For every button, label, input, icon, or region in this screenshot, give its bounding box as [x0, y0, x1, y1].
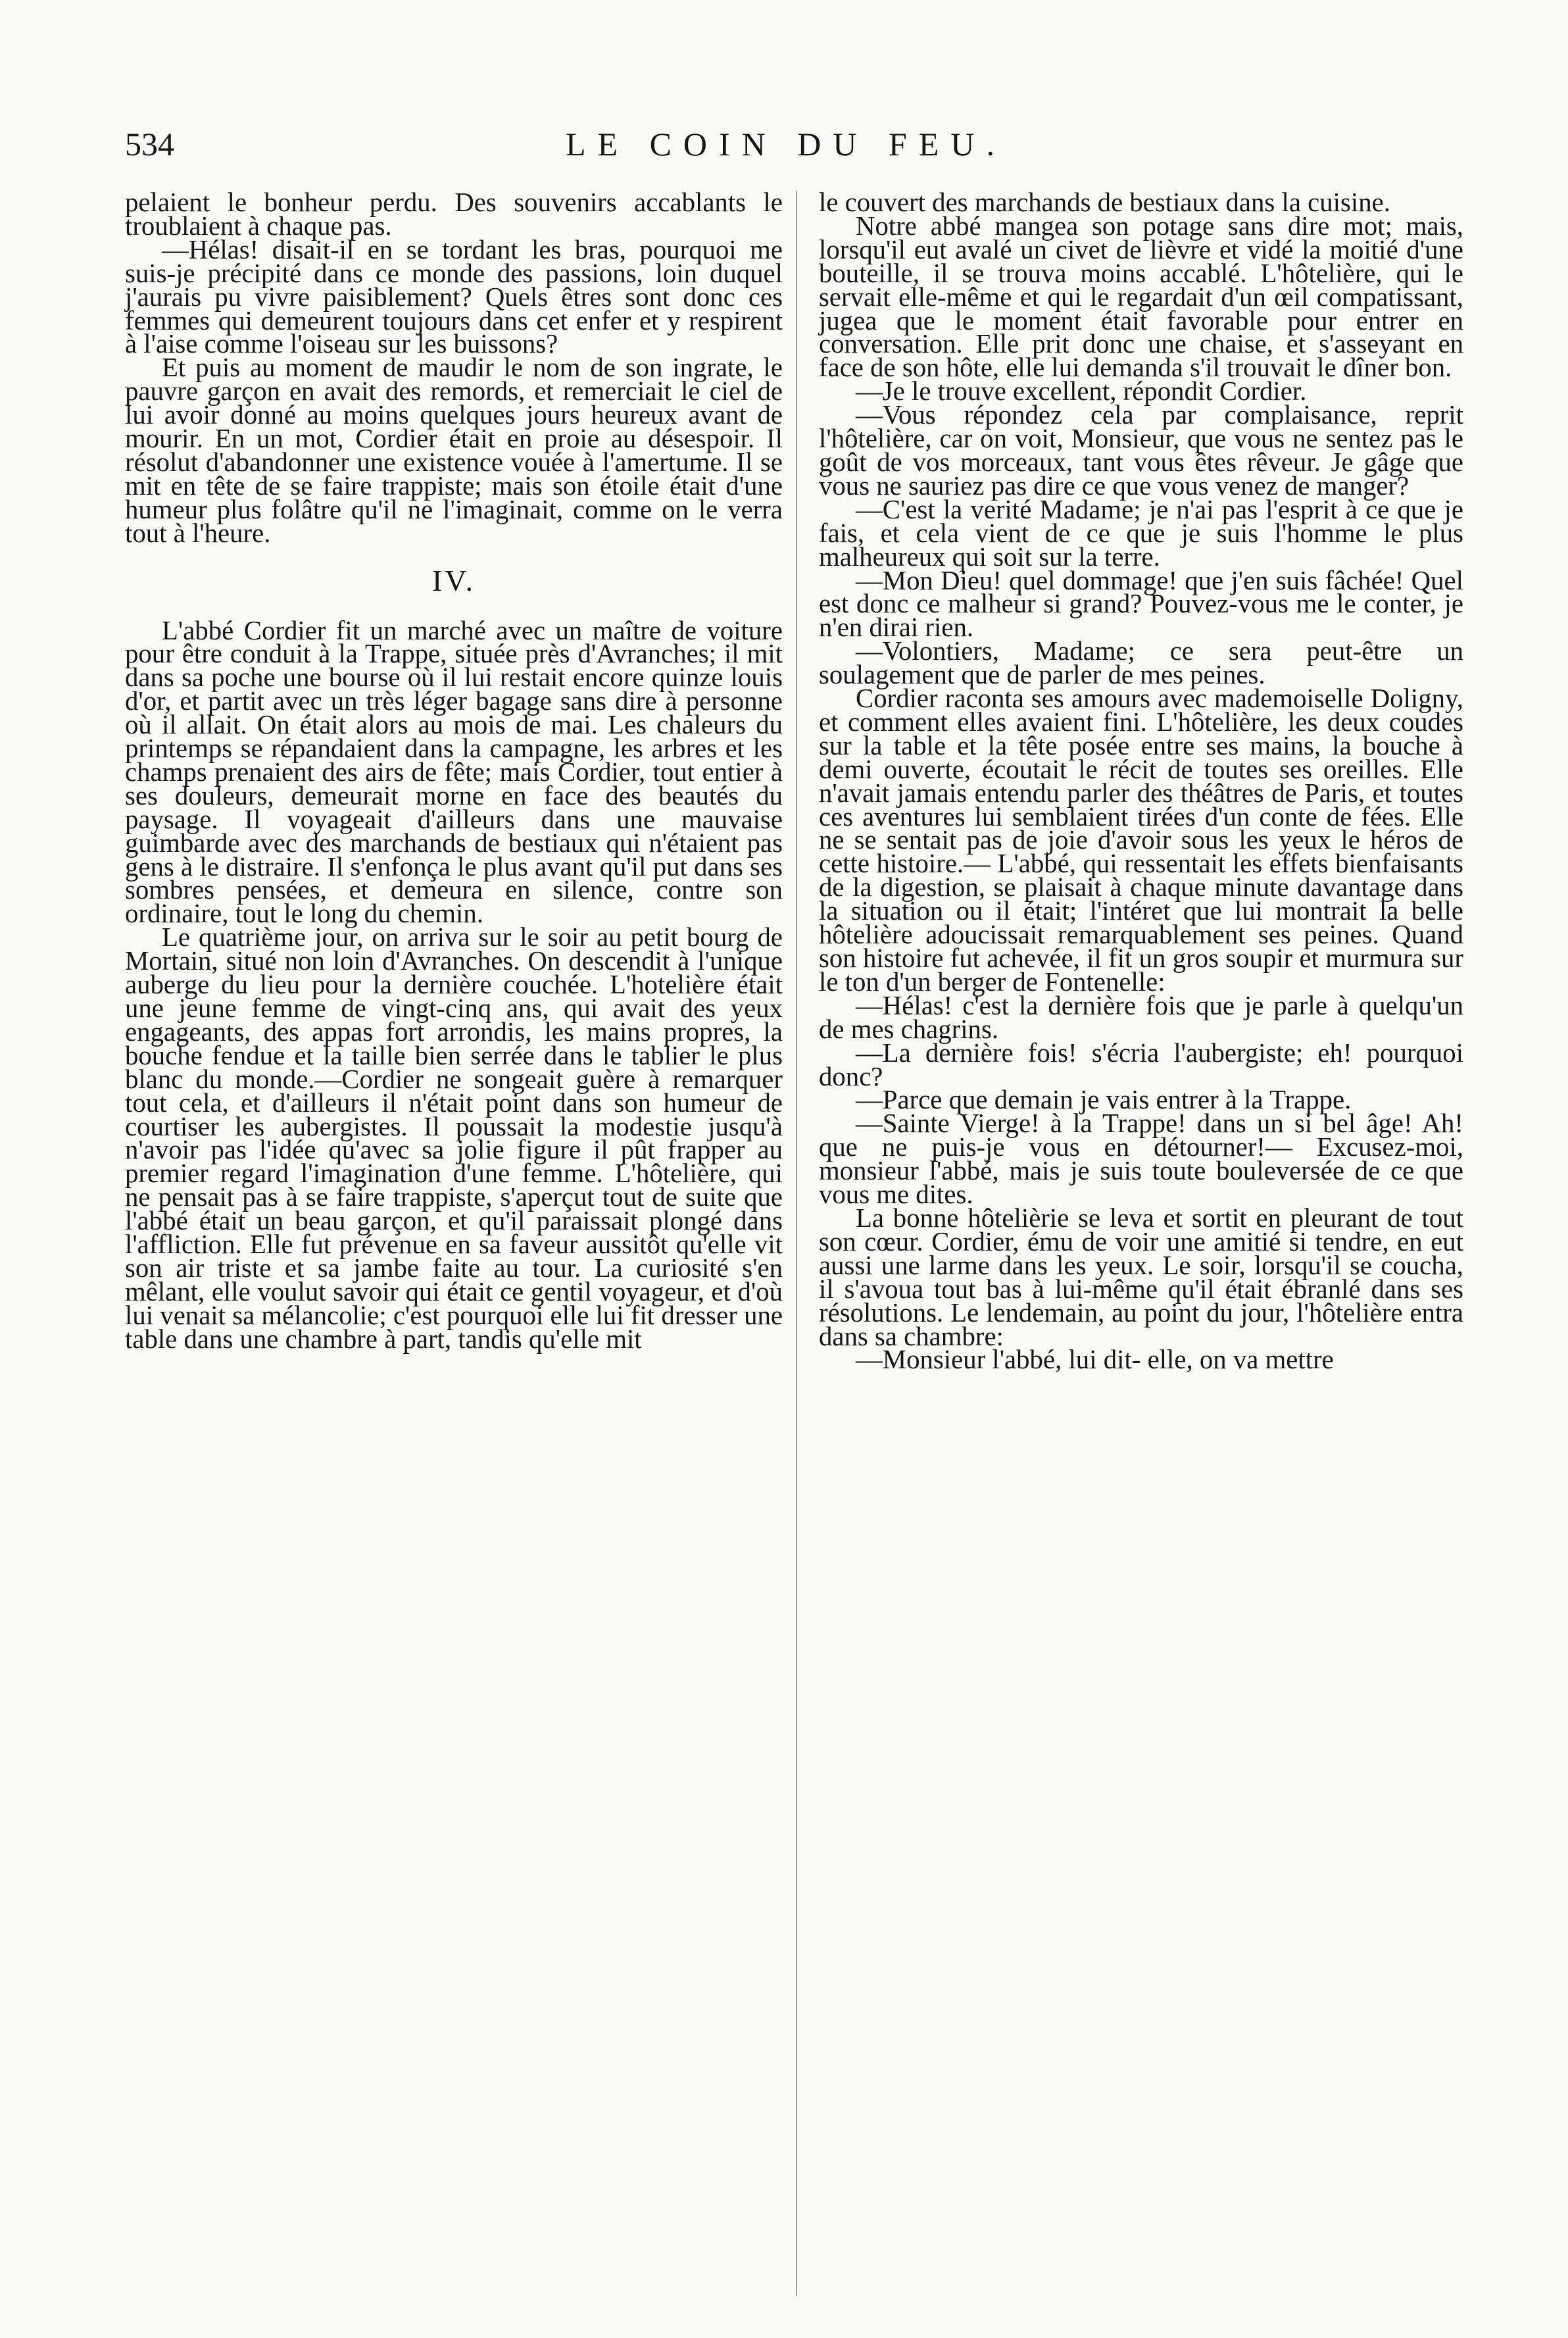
- right-column: [819, 187, 1463, 2338]
- paragraph: —Je le trouve excellent, répondit Cordier.: [856, 376, 1307, 407]
- paragraph: —Mon Dieu! quel dommage! que j'en suis fâchée! Quel est donc ce malheur si grand? Pouvez-vous me le conter, je n'en dirai rien.: [819, 565, 1463, 643]
- page-number: 534: [125, 126, 174, 162]
- paragraph: pelaient le bonheur perdu. Des souvenirs accablants le troublaient à chaque pas.: [125, 187, 783, 241]
- paragraph: —Hélas! c'est la dernière fois que je parle à quelqu'un de mes chagrins.: [819, 990, 1463, 1044]
- paragraph: le couvert des marchands de bestiaux dans la cuisine.: [819, 187, 1390, 217]
- paragraph: Cordier raconta ses amours avec mademoiselle Doligny, et comment elles avaient fini. L'hôtelière, les deux coudes sur la table et la tête posée entre ses mains, la bouche à demi ouverte, écoutait le récit de toutes ses oreilles. Elle n'avait jamais entendu parler des théâtres de Paris, et toutes ces aventures lui semblaient tirées d'un conte de fées. Elle ne se sentait pas de joie d'avoir sous les yeux le héros de cette histoire.— L'abbé, qui ressentait les effets bienfaisants de la digestion, se plaisait à chaque minute davantage dans la situation ou il était; l'intéret que lui montrait la belle hôtelière adoucissait remarquablement ses peines. Quand son histoire fut achevée, il fit un gros soupir et murmura sur le ton d'un berger de Fontenelle:: [819, 684, 1463, 997]
- paragraph: —Hélas! disait-il en se tordant les bras, pourquoi me suis-je précipité dans ce monde des passions, loin duquel j'aurais pu vivre paisiblement? Quels êtres sont donc ces femmes qui demeurent toujours dans cet enfer et y respirent à l'aise comme l'oiseau sur les buissons?: [125, 234, 783, 359]
- paragraph: —Vous répondez cela par complaisance, reprit l'hôtelière, car on voit, Monsieur, que vous ne sentez pas le goût de vos morceaux, tant vous êtes rêveur. Je gâge que vous ne sauriez pas dire ce que vous venez de manger?: [819, 400, 1463, 501]
- paragraph: Et puis au moment de maudir le nom de son ingrate, le pauvre garçon en avait des remords, et remerciait le ciel de lui avoir donné au moins quelques jours heureux avant de mourir. En un mot, Cordier était en proie au désespoir. Il résolut d'abandonner une existence vouée à l'amertume. Il se mit en tête de se faire trappiste; mais son étoile était d'une humeur plus folâtre qu'il ne l'imaginait, comme on le verra tout à l'heure.: [125, 353, 783, 548]
- paragraph: La bonne hôtelièrie se leva et sortit en pleurant de tout son cœur. Cordier, ému de voir une amitié si tendre, en eut aussi une larme dans les yeux. Le soir, lorsqu'il se coucha, il s'avoua tout bas à lui-même qu'il était ébranlé dans ses résolutions. Le lendemain, au point du jour, l'hôtelière entra dans sa chambre:: [819, 1203, 1463, 1351]
- running-head: LE COIN DU FEU.: [566, 126, 1006, 162]
- paragraph: —Sainte Vierge! à la Trappe! dans un si bel âge! Ah! que ne puis-je vous en détourner!— Excusez-moi, monsieur l'abbé, mais je suis toute bouleversée de ce que vous me dites.: [819, 1108, 1463, 1210]
- paragraph: —C'est la verité Madame; je n'ai pas l'esprit à ce que je fais, et cela vient de ce que je suis l'homme le plus malheureux qui soit sur la terre.: [819, 494, 1463, 572]
- section-heading: IV.: [431, 563, 476, 597]
- page-header: [125, 125, 1447, 178]
- paragraph: —Volontiers, Madame; ce sera peut-être un soulagement que de parler de mes peines.: [819, 636, 1463, 690]
- left-column: [125, 187, 783, 2338]
- paragraph: —La dernière fois! s'écria l'aubergiste; eh! pourquoi donc?: [819, 1037, 1463, 1091]
- paragraph: L'abbé Cordier fit un marché avec un maître de voiture pour être conduit à la Trappe, située près d'Avranches; il mit dans sa poche une bourse où il lui restait encore quinze louis d'or, et partit avec un très léger bagage sans dire à personne où il allait. On était alors au mois de mai. Les chaleurs du printemps se répandaient dans la campagne, les arbres et les champs prenaient des airs de fête; mais Cordier, tout entier à ses douleurs, demeurait morne en face des beautés du paysage. Il voyageait d'ailleurs dans une mauvaise guimbarde avec des marchands de bestiaux qui n'étaient pas gens à le distraire. Il s'enfonça le plus avant qu'il put dans ses sombres pensées, et demeura en silence, contre son ordinaire, tout le long du chemin.: [125, 615, 783, 929]
- paragraph: Le quatrième jour, on arriva sur le soir au petit bourg de Mortain, situé non loin d'Avranches. On descendit à l'unique auberge du lieu pour la dernière couchée. L'hotelière était une jeune femme de vingt-cinq ans, qui avait des yeux engageants, des appas fort arrondis, les mains propres, la bouche fendue et la taille bien serrée dans le tablier le plus blanc du monde.—Cordier ne songeait guère à remarquer tout cela, et d'ailleurs il n'était point dans son humeur de courtiser les aubergistes. Il poussait la modestie jusqu'à n'avoir pas l'idée qu'avec sa jolie figure il pût frapper au premier regard l'imagination d'une femme. L'hôtelière, qui ne pensait pas à se faire trappiste, s'aperçut tout de suite que l'abbé était un beau garçon, et qu'il paraissait plongé dans l'affliction. Elle fut prévenue en sa faveur aussitôt qu'elle vit son air triste et sa jambe faite au tour. La curiosité s'en mêlant, elle voulut savoir qui était ce gentil voyageur, et d'où lui venait sa mélancolie; c'est pourquoi elle lui fit dresser une table dans une chambre à part, tandis qu'elle mit: [125, 922, 783, 1354]
- paragraph: —Parce que demain je vais entrer à la Trappe.: [856, 1085, 1352, 1115]
- paragraph: —Monsieur l'abbé, lui dit- elle, on va mettre: [856, 1345, 1334, 1375]
- column-divider: [796, 191, 797, 2296]
- paragraph: Notre abbé mangea son potage sans dire mot; mais, lorsqu'il eut avalé un civet de lièvre et vidé la moitié d'une bouteille, il se trouva moins accablé. L'hôtelière, qui le servait elle-même et qui le regardait d'un œil compatissant, jugea que le moment était favorable pour entrer en conversation. Elle prit donc une chaise, et s'asseyant en face de son hôte, elle lui demanda s'il trouvait le dîner bon.: [819, 211, 1463, 383]
